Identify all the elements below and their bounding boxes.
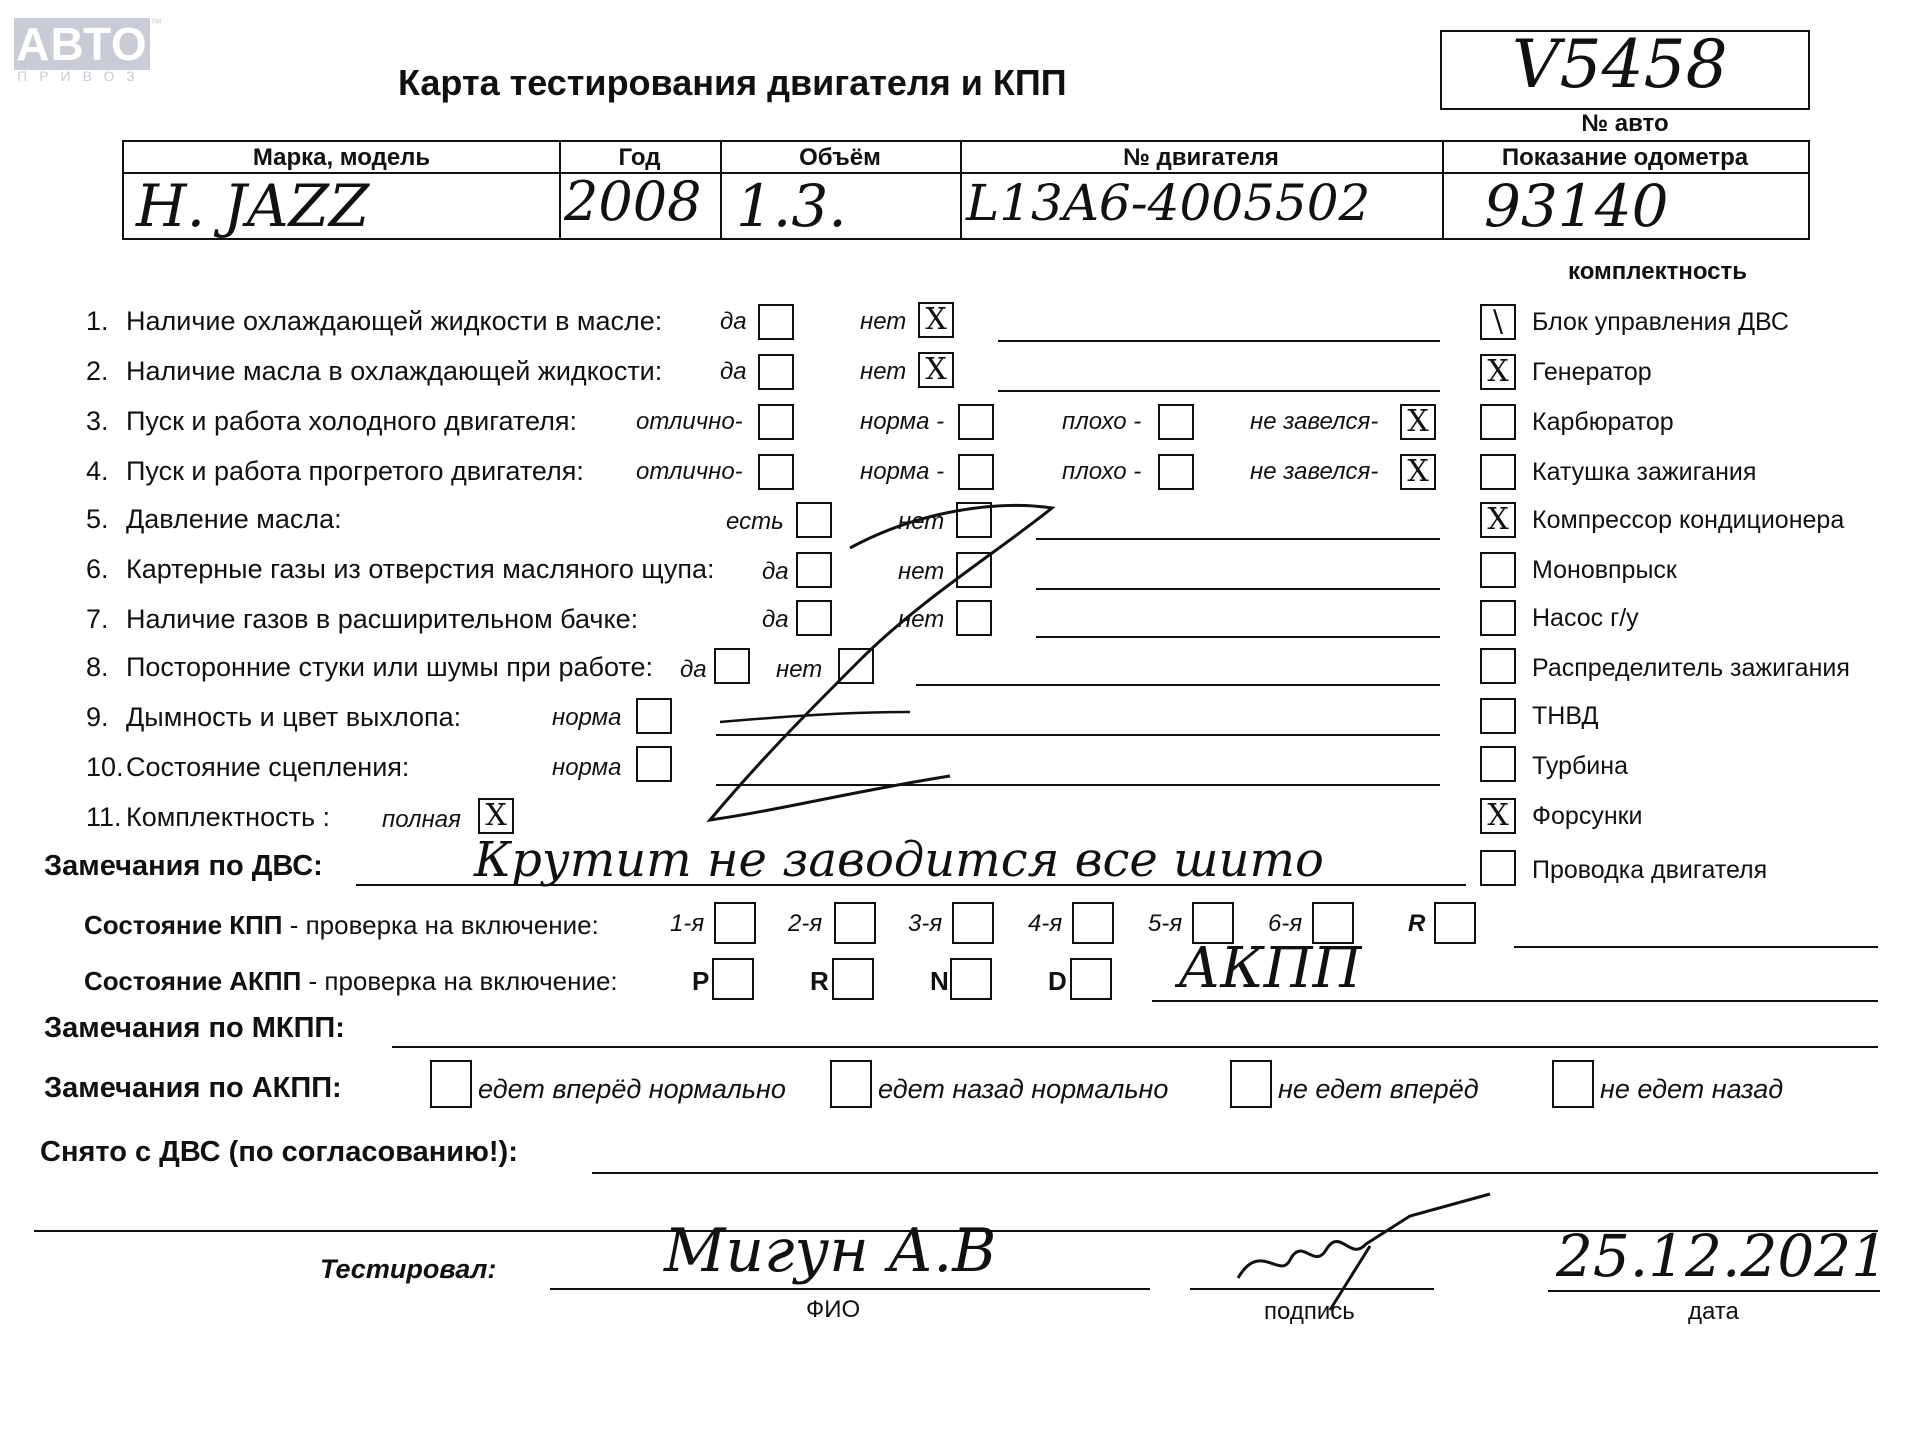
odometer-label: Показание одометра	[1501, 144, 1749, 171]
completeness-item: Проводка двигателя	[1532, 856, 1768, 884]
option-label: да	[680, 656, 707, 683]
note-line	[1036, 538, 1440, 540]
checkbox-normal[interactable]	[958, 404, 994, 440]
gear-label: 1-я	[670, 910, 705, 937]
date-label: дата	[1688, 1298, 1739, 1325]
check-label: Комплектность :	[126, 802, 331, 832]
akpp-option-label: едет назад нормально	[878, 1074, 1169, 1104]
gear-label: 4-я	[1028, 910, 1063, 937]
gear-label: 2-я	[788, 910, 823, 937]
fio-value: Мигун А.В	[664, 1216, 997, 1286]
checkbox-injection-pump[interactable]	[1480, 698, 1516, 734]
check-number: 5.	[86, 504, 109, 534]
akpp-option-label: не едет вперёд	[1278, 1074, 1479, 1104]
akpp-option-label: едет вперёд нормально	[478, 1074, 786, 1104]
checkbox-not-started-checked[interactable]: X	[1400, 404, 1436, 440]
option-label: да	[762, 558, 789, 585]
checkbox-forward-ok[interactable]	[430, 1060, 472, 1108]
year-value: 2008	[564, 170, 702, 233]
option-label: нет	[860, 358, 907, 385]
check-label: Наличие газов в расширительном бачке:	[126, 604, 639, 634]
check-label: Наличие масла в охлаждающей жидкости:	[126, 356, 663, 386]
checkbox-ecu-checked[interactable]: \	[1480, 304, 1516, 340]
logo-subtitle: ПРИВОЗ	[17, 68, 147, 84]
engine-value: L13A6-4005502	[966, 174, 1371, 232]
option-label: не завелся-	[1250, 458, 1379, 485]
completeness-item: Насос г/у	[1532, 604, 1639, 632]
checkbox-ac-compressor-checked[interactable]: X	[1480, 502, 1516, 538]
checkbox-da[interactable]	[758, 304, 794, 340]
checkbox-injectors-checked[interactable]: X	[1480, 798, 1516, 834]
check-label: Давление масла:	[126, 504, 342, 534]
odometer-value: 93140	[1484, 172, 1669, 240]
tested-label: Тестировал:	[320, 1254, 497, 1284]
volume-label: Объём	[799, 144, 881, 171]
akpp-row-label	[84, 966, 618, 997]
checkbox-turbine[interactable]	[1480, 746, 1516, 782]
completeness-item: Блок управления ДВС	[1532, 308, 1789, 336]
option-label: полная	[382, 806, 461, 833]
year-label: Год	[618, 144, 661, 171]
option-label: нет	[776, 656, 823, 683]
completeness-item: ТНВД	[1532, 702, 1599, 730]
check-number: 7.	[86, 604, 109, 634]
check-number: 3.	[86, 406, 109, 436]
option-label: норма	[552, 754, 622, 781]
completeness-item: Катушка зажигания	[1532, 458, 1757, 486]
kpp-note-line	[1514, 946, 1878, 948]
strike-mark	[700, 490, 1070, 850]
completeness-item: Моновпрыск	[1532, 556, 1677, 584]
fio-line	[550, 1288, 1150, 1290]
checkbox-bad[interactable]	[1158, 404, 1194, 440]
checkbox-excellent[interactable]	[758, 404, 794, 440]
option-label: не завелся-	[1250, 408, 1379, 435]
engine-label: № двигателя	[1123, 144, 1279, 171]
gear-label: 6-я	[1268, 910, 1303, 937]
option-label: отлично-	[636, 408, 743, 435]
kpp-row-label	[84, 910, 599, 941]
option-label: да	[762, 606, 789, 633]
remarks-mkpp-line	[392, 1046, 1878, 1048]
position-label: R	[810, 966, 829, 996]
date-line	[1548, 1290, 1880, 1292]
completeness-item: Форсунки	[1532, 802, 1643, 830]
option-label: отлично-	[636, 458, 743, 485]
checkbox-bad[interactable]	[1158, 454, 1194, 490]
checkbox-mono-injection[interactable]	[1480, 552, 1516, 588]
gear-label: 3-я	[908, 910, 943, 937]
checkbox-no-forward[interactable]	[1230, 1060, 1272, 1108]
auto-number-box	[1440, 26, 1810, 110]
position-label: P	[692, 966, 710, 996]
completeness-item: Турбина	[1532, 752, 1628, 780]
checkbox-park[interactable]	[712, 958, 754, 1000]
signature-label: подпись	[1264, 1298, 1355, 1325]
check-number: 11.	[86, 802, 122, 832]
kpp-suffix: - проверка на включение:	[282, 910, 599, 940]
checkbox-neutral[interactable]	[950, 958, 992, 1000]
gear-label: R	[1408, 910, 1426, 937]
note-line	[1036, 636, 1440, 638]
akpp-suffix: - проверка на включение:	[301, 966, 618, 996]
checkbox-net-checked[interactable]: X	[918, 352, 954, 388]
checkbox-normal[interactable]	[636, 746, 672, 782]
checkbox-power-steering-pump[interactable]	[1480, 600, 1516, 636]
note-line	[998, 340, 1440, 342]
checkbox-gear-4[interactable]	[1072, 902, 1114, 944]
checkbox-engine-wiring[interactable]	[1480, 850, 1516, 886]
checkbox-gear-1[interactable]	[714, 902, 756, 944]
akpp-label: Состояние АКПП	[84, 966, 302, 996]
fio-label: ФИО	[806, 1296, 861, 1323]
option-label: есть	[726, 508, 784, 535]
checkbox-gear-2[interactable]	[834, 902, 876, 944]
logo	[14, 18, 150, 70]
checkbox-ignition-coil[interactable]	[1480, 454, 1516, 490]
check-label: Картерные газы из отверстия масляного щупа:	[126, 554, 715, 584]
completeness-title: комплектность	[1568, 258, 1748, 285]
note-line	[1036, 588, 1440, 590]
option-label: да	[720, 308, 747, 335]
kpp-label: Состояние КПП	[84, 910, 283, 940]
option-label: норма -	[860, 458, 945, 485]
option-label: да	[720, 358, 747, 385]
check-number: 10.	[86, 752, 124, 782]
option-label: нет	[898, 606, 945, 633]
checkbox-complete-checked[interactable]: X	[478, 798, 514, 834]
option-label: нет	[898, 508, 945, 535]
position-label: D	[1048, 966, 1067, 996]
logo-text: АВТО	[16, 18, 148, 70]
remarks-dvs-value: Крутит не заводится все шито	[474, 832, 1324, 888]
brand-value: H. JAZZ	[136, 172, 370, 240]
check-label: Пуск и работа холодного двигателя:	[126, 406, 577, 436]
check-number: 6.	[86, 554, 109, 584]
page-title: Карта тестирования двигателя и КПП	[398, 62, 1067, 103]
removed-line	[592, 1172, 1878, 1174]
check-number: 1.	[86, 306, 109, 336]
brand-label: Марка, модель	[252, 144, 431, 171]
gear-label: 5-я	[1148, 910, 1183, 937]
completeness-item: Карбюратор	[1532, 408, 1674, 436]
checkbox-not-started-checked[interactable]: X	[1400, 454, 1436, 490]
checkbox-da[interactable]	[758, 354, 794, 390]
checkbox-gear-r[interactable]	[1434, 902, 1476, 944]
date-value: 25.12.2021	[1556, 1222, 1889, 1290]
completeness-item: Распределитель зажигания	[1532, 654, 1850, 682]
akpp-option-label: не едет назад	[1600, 1074, 1784, 1104]
position-label: N	[930, 966, 949, 996]
checkbox-normal[interactable]	[958, 454, 994, 490]
volume-value: 1.3.	[736, 172, 847, 240]
check-number: 2.	[86, 356, 109, 386]
checkbox-generator-checked[interactable]: X	[1480, 354, 1516, 390]
option-label: плохо -	[1062, 458, 1142, 485]
check-number: 9.	[86, 702, 109, 732]
checkbox-no-backward[interactable]	[1552, 1060, 1594, 1108]
completeness-item: Генератор	[1532, 358, 1652, 386]
check-number: 4.	[86, 456, 109, 486]
remarks-mkpp-label: Замечания по МКПП:	[44, 1012, 345, 1044]
check-label: Состояние сцепления:	[126, 752, 410, 782]
check-label: Наличие охлаждающей жидкости в масле:	[126, 306, 663, 336]
auto-number-value: V5458	[1512, 26, 1728, 103]
check-label: Дымность и цвет выхлопа:	[126, 702, 462, 732]
option-label: нет	[860, 308, 907, 335]
option-label: плохо -	[1062, 408, 1142, 435]
check-number: 8.	[86, 652, 109, 682]
option-label: нет	[898, 558, 945, 585]
check-label: Пуск и работа прогретого двигателя:	[126, 456, 584, 486]
checkbox-gear-3[interactable]	[952, 902, 994, 944]
check-label: Посторонние стуки или шумы при работе:	[126, 652, 653, 682]
option-label: норма -	[860, 408, 945, 435]
note-line	[998, 390, 1440, 392]
remarks-dvs-label: Замечания по ДВС:	[44, 850, 323, 882]
logo-tm: ™	[150, 16, 162, 30]
auto-number-label: № авто	[1581, 110, 1669, 137]
removed-label: Снято с ДВС (по согласованию!):	[40, 1136, 518, 1168]
checkbox-carburetor[interactable]	[1480, 404, 1516, 440]
option-label: норма	[552, 704, 622, 731]
checkbox-distributor[interactable]	[1480, 648, 1516, 684]
remarks-akpp-label: Замечания по АКПП:	[44, 1072, 342, 1104]
checkbox-excellent[interactable]	[758, 454, 794, 490]
checkbox-drive[interactable]	[1070, 958, 1112, 1000]
akpp-value: АКПП	[1178, 936, 1362, 1001]
checkbox-net-checked[interactable]: X	[918, 302, 954, 338]
checkbox-normal[interactable]	[636, 698, 672, 734]
vehicle-header-table	[122, 140, 1810, 240]
checkbox-backward-ok[interactable]	[830, 1060, 872, 1108]
checkbox-reverse[interactable]	[832, 958, 874, 1000]
completeness-item: Компрессор кондиционера	[1532, 506, 1845, 534]
